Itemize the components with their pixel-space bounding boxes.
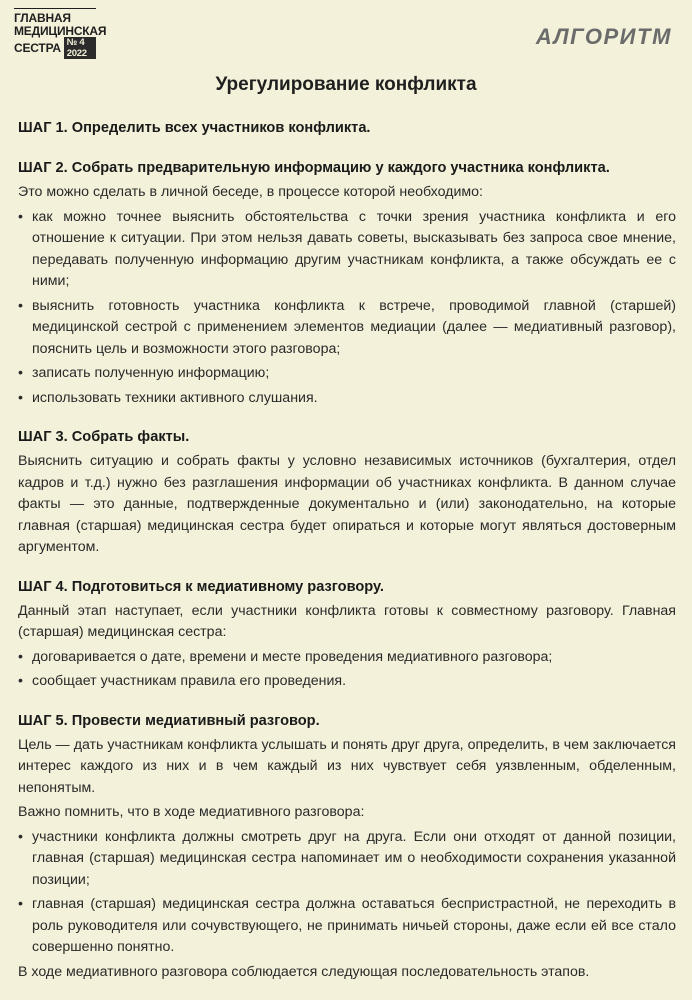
paragraph: Выяснить ситуацию и собрать факты у условно независимых источников (бухгалтерия, отдел кадров и т.д.) нужно без разглашения информации об участниках конфликта. В данном случае факты — это данные, подтвержденные документально и (или) законодательно, на которые главная (старшая) медицинская сестра будет опираться и которые могут являться достоверным аргументом.: [18, 453, 676, 555]
step-heading: ШАГ 2. Собрать предварительную информацию у каждого участника конфликта.: [18, 160, 610, 176]
list-item-text: как можно точнее выяснить обстоятельства с точки зрения участника конфликта и его отношение к ситуации. При этом нельзя давать советы, высказывать без запроса свое мнение, передавать полученную информацию другим участникам конфликта, а также обсуждать ее с ними;: [32, 208, 676, 289]
paragraph: Цель — дать участникам конфликта услышать и понять друг друга, определить, в чем заключается интерес каждого из них и в чем каждый из них чувствует себя уязвленным, обделенным, непонятым.: [18, 736, 676, 796]
logo-line-2: МЕДИЦИНСКАЯ: [14, 23, 107, 38]
list-item-text: участники конфликта должны смотреть друг на друга. Если они отходят от данной позиции, главная (старшая) медицинская сестра напоминает им о необходимости сохранения указанной позиции;: [32, 828, 676, 888]
bullet-icon: •: [18, 896, 23, 912]
list-item-text: главная (старшая) медицинская сестра должна оставаться беспристрастной, не переходить в роль руководителя или сочувствующего, не принимать ничьей стороны, даже если ей все стало совершенно понятно.: [32, 896, 676, 955]
bullet-icon: •: [18, 828, 23, 845]
list-item: [18, 363, 676, 385]
list-item-text: договаривается о дате, времени и месте проведения медиативного разговора;: [32, 648, 553, 665]
paragraph: Данный этап наступает, если участники конфликта готовы к совместному разговору. Главная (старшая) медицинская сестра:: [18, 602, 676, 640]
paragraph: Это можно сделать в личной беседе, в процессе которой необходимо:: [18, 184, 483, 200]
list-item: [18, 388, 676, 410]
step-heading: ШАГ 3. Собрать факты.: [18, 429, 190, 445]
section-tag: АЛГОРИТМ: [535, 24, 672, 49]
list-item-text: использовать техники активного слушания.: [32, 389, 318, 406]
bullet-icon: •: [18, 208, 23, 225]
bullet-icon: •: [18, 648, 23, 665]
bullet-icon: •: [18, 365, 23, 381]
list-item-text: выяснить готовность участника конфликта к встрече, проводимой главной (старшей) медицинской сестрой с применением элементов медиации (далее — медиативный разговор), пояснить цель и возможности этого разговора;: [32, 297, 676, 357]
step-3: [18, 426, 676, 559]
journal-logo: [14, 11, 107, 59]
step-heading: ШАГ 4. Подготовиться к медиативному разговору.: [18, 578, 384, 595]
list-item: [18, 671, 676, 693]
bullet-icon: •: [18, 673, 23, 689]
step-5: [18, 710, 676, 984]
list-item: [18, 296, 676, 361]
step-4: [18, 576, 676, 693]
list-item-text: записать полученную информацию;: [32, 365, 270, 381]
list-item: [18, 647, 676, 669]
bullet-icon: •: [18, 297, 23, 314]
logo-line-1: ГЛАВНАЯ: [14, 11, 71, 25]
article-body: [18, 117, 676, 1000]
step-2: [18, 157, 676, 409]
logo-rule: [14, 8, 96, 9]
logo-line-3: [14, 37, 96, 59]
list-item-text: сообщает участникам правила его проведения.: [32, 673, 347, 689]
bullet-icon: •: [18, 389, 23, 406]
paragraph: В ходе медиативного разговора соблюдается следующая последовательность этапов.: [18, 963, 590, 980]
logo-line-3-text: СЕСТРА: [14, 40, 61, 55]
list-item: [18, 207, 676, 293]
list-item: [18, 894, 676, 959]
page-title: Урегулирование конфликта: [215, 74, 477, 95]
issue-badge: № 4 2022: [64, 37, 96, 59]
step-1: [18, 117, 676, 139]
paragraph: Важно помнить, что в ходе медиативного разговора:: [18, 804, 365, 820]
step-heading: ШАГ 5. Провести медиативный разговор.: [18, 712, 320, 729]
list-item: [18, 827, 676, 892]
step-heading: ШАГ 1. Определить всех участников конфликта.: [18, 120, 371, 136]
